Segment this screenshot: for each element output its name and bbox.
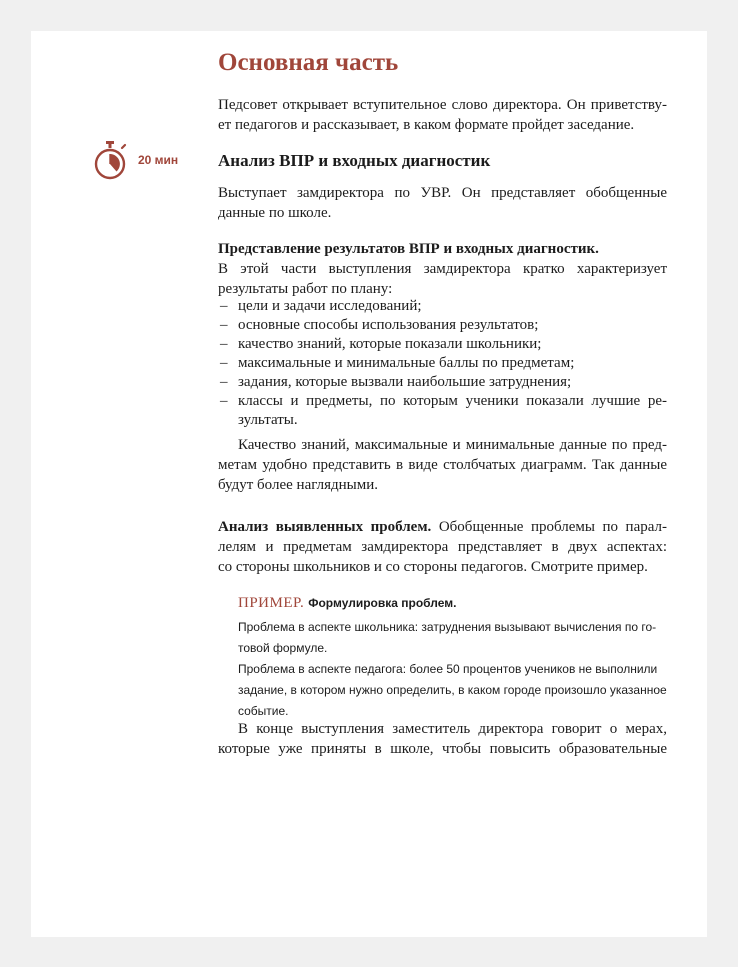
intro-line: ет педагогов и рассказывает, в каком формате пройдет заседание. bbox=[218, 117, 635, 133]
intro-line: Педсовет открывает вступительное слово директора. Он приветству- bbox=[218, 97, 667, 113]
document-page bbox=[31, 31, 707, 937]
problems-heading: Анализ выявленных проблем. bbox=[218, 519, 432, 535]
deputy-intro-paragraph bbox=[218, 183, 667, 223]
closing-line: В конце выступления заместитель директора говорит о мерах, bbox=[238, 721, 667, 737]
list-item-line: – классы и предметы, по которым ученики показали лучшие ре- bbox=[238, 393, 667, 409]
example-line: Проблема в аспекте школьника: затруднения вызывают вычисления по го- bbox=[238, 620, 657, 634]
problems-first-line bbox=[218, 517, 667, 537]
list-item: – цели и задачи исследований; bbox=[218, 297, 667, 316]
charts-note-line: будут более наглядными. bbox=[218, 477, 379, 493]
example-line: задание, в котором нужно определить, в каком городе произошло указанное bbox=[238, 683, 667, 697]
example-title: Формулировка проблем. bbox=[308, 596, 457, 610]
example-line: событие. bbox=[238, 704, 289, 718]
results-heading: Представление результатов ВПР и входных диагностик. bbox=[218, 241, 599, 257]
deputy-intro-line: данные по школе. bbox=[218, 205, 332, 221]
closing-paragraph bbox=[218, 719, 667, 759]
problems-paragraph bbox=[218, 517, 667, 577]
duration-label: 20 мин bbox=[138, 153, 179, 167]
stopwatch-icon bbox=[91, 140, 129, 180]
intro-paragraph bbox=[218, 95, 667, 135]
results-paragraph bbox=[218, 239, 667, 299]
list-item: – задания, которые вызвали наибольшие затруднения; bbox=[218, 373, 667, 392]
example-box bbox=[238, 593, 668, 722]
closing-line: которые уже приняты в школе, чтобы повысить образовательные bbox=[218, 741, 667, 757]
example-header bbox=[238, 593, 668, 612]
list-item-line: зультаты. bbox=[238, 412, 298, 428]
charts-note-line: Качество знаний, максимальные и минимальные данные по пред- bbox=[238, 437, 667, 453]
results-bullet-list bbox=[218, 297, 667, 430]
results-line: результаты работ по плану: bbox=[218, 281, 393, 297]
deputy-intro-line: Выступает замдиректора по УВР. Он представляет обобщенные bbox=[218, 185, 667, 201]
problems-line: лелям и предметам замдиректора представляет в двух аспектах: bbox=[218, 539, 667, 555]
subsection-title: Анализ ВПР и входных диагностик bbox=[218, 151, 491, 170]
list-item: – максимальные и минимальные баллы по предметам; bbox=[218, 354, 667, 373]
charts-note-line: метам удобно представить в виде столбчатых диаграмм. Так данные bbox=[218, 457, 667, 473]
example-body bbox=[238, 617, 668, 722]
problems-first-line-text: Обобщенные проблемы по парал- bbox=[438, 519, 668, 535]
list-item: – основные способы использования результатов; bbox=[218, 316, 667, 335]
section-title: Основная часть bbox=[218, 49, 399, 76]
charts-note-paragraph bbox=[218, 435, 667, 495]
example-tag: ПРИМЕР. bbox=[238, 595, 305, 611]
example-line: Проблема в аспекте педагога: более 50 процентов учеников не выполнили bbox=[238, 662, 658, 676]
problems-line: со стороны школьников и со стороны педагогов. Смотрите пример. bbox=[218, 559, 648, 575]
list-item bbox=[218, 392, 667, 430]
list-item: – качество знаний, которые показали школьники; bbox=[218, 335, 667, 354]
results-line: В этой части выступления замдиректора кратко характеризует bbox=[218, 261, 667, 277]
example-line: товой формуле. bbox=[238, 641, 328, 655]
